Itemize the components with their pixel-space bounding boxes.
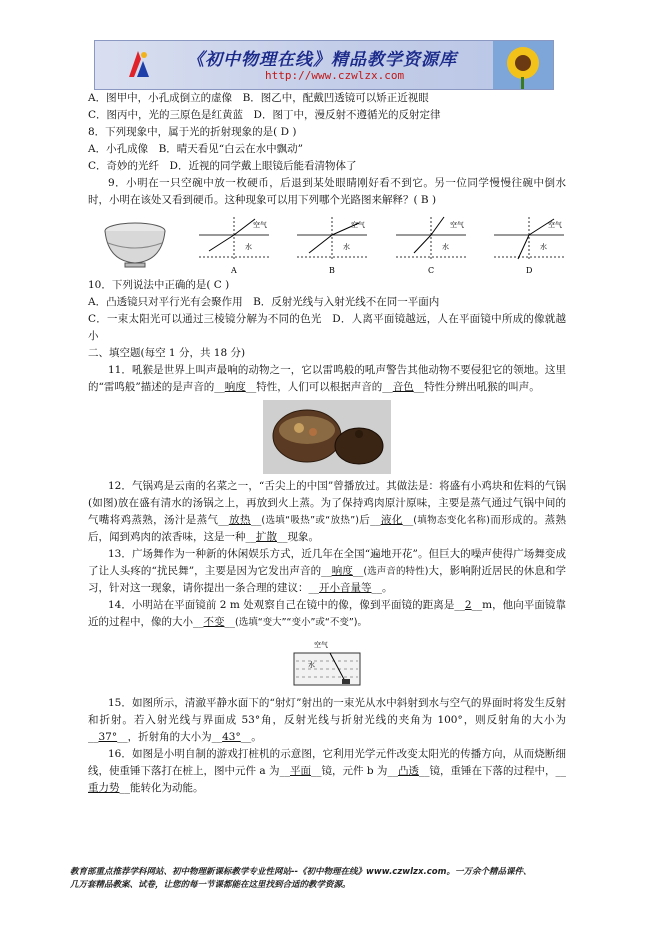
q16-text-e: 能转化为动能。	[130, 782, 204, 794]
footer-line-2: 几万套精品教案、试卷，让您的每一节课都能在这里找到合适的教学资源。	[70, 880, 351, 890]
q12-note-1: (选填“吸热”或“放热”)	[261, 515, 359, 526]
steam-pot-figure	[88, 400, 566, 474]
q14-answer-2: 不变	[203, 616, 225, 628]
q15-label-water: 水	[308, 661, 315, 669]
q16-answer-1: 平面	[290, 765, 312, 777]
label-water: 水	[244, 243, 252, 251]
option-label-b: B	[329, 266, 335, 275]
q14: 14．小明站在平面镜前 2 m 处观察自己在镜中的像，像到平面镜的距离是__2__m，他向平面镜靠近的过程中，像的大小__不变__(选填“变大”“变小”或“不变”)。	[88, 599, 566, 628]
q11-answer-2: 音色	[392, 381, 414, 393]
sunflower-icon	[493, 41, 553, 89]
q10-stem: 10．下列说法中正确的是( C )	[88, 279, 230, 291]
label-air: 空气	[351, 221, 365, 229]
q12-answer-2: 液化	[380, 514, 403, 526]
label-water: 水	[441, 243, 449, 251]
q13-text-a: 13．广场舞作为一种新的休闲娱乐方式，近几年在全国“遍地开花”。但巨大的噪声使得广场舞变成了让人头疼的“扰民舞”，主要是因为它发出声音的	[88, 548, 566, 577]
option-label-c: C	[427, 266, 434, 275]
light-path-diagram-b	[295, 213, 369, 275]
q14-text-c: m，他向平面镜靠近的过程中，像的大小	[88, 599, 566, 628]
q12-text-d: 而形成的。蒸熟后，闻到鸡肉的浓香味，这是一种	[88, 514, 567, 543]
label-water: 水	[343, 243, 350, 251]
q11: 11．吼猴是世界上叫声最响的动物之一，它以雷鸣般的吼声警告其他动物不要侵犯它的领地。这里的“雷鸣般”描述的是声音的__响度__特性，人们可以根据声音的__音色__特性分辨出吼猴的叫声。	[88, 364, 566, 393]
q15-answer-1: 37°	[98, 731, 118, 743]
option-label-d: D	[526, 266, 533, 275]
q12-note-2: (填物态变化名称)	[413, 515, 490, 526]
label-water: 水	[540, 243, 547, 251]
q8-options-cd: C．奇妙的光纤 D．近视的同学戴上眼镜后能看清物体了	[88, 160, 357, 172]
q10-options-ab: A．凸透镜只对平行光有会聚作用 B．反射光线与入射光线不在同一平面内	[88, 296, 440, 308]
document-body	[88, 90, 566, 797]
q12-text-e: 现象。	[287, 531, 319, 543]
q14-note: (选填“变大”“变小”或“不变”)。	[235, 617, 367, 628]
q16-text-a: 16．如图是小明自制的游戏打桩机的示意图，它利用光学元件改变太阳光的传播方向，从而烧断细线，使重锤下落打在桩上，图中元件 a 为	[88, 748, 566, 777]
q11-answer-1: 响度	[224, 381, 246, 393]
steam-pot-image	[263, 400, 391, 474]
q13-note-1: (选声音的特性)	[363, 566, 429, 577]
q13-answer-2: 开小音量等	[319, 582, 372, 594]
q13-text-d: 。	[382, 582, 393, 594]
q9-stem: 9．小明在一只空碗中放一枚硬币，后退到某处眼睛刚好看不到它。另一位同学慢慢往碗中倒水时，小明在该处又看到硬币。这种现象可以用下列哪个光路图来解释？( B )	[88, 177, 566, 206]
q8-stem: 8．下列现象中，属于光的折射现象的是( D )	[88, 126, 297, 138]
q15-text-d: 。	[251, 731, 262, 743]
q13-text-c: 大，影响附近居民的休息和学习，针对这一现象，请你提出一条合理的建议：	[88, 565, 566, 594]
label-air: 空气	[548, 221, 562, 229]
q16-answer-2: 凸透	[397, 765, 419, 777]
q15-text-c: ，折射角的大小为	[127, 731, 212, 743]
section-2-heading: 二、填空题(每空 1 分，共 18 分)	[88, 347, 246, 359]
q14-answer-1: 2	[464, 599, 472, 611]
q11-text-a: 11．吼猴是世界上叫声最响的动物之一，它以雷鸣般的吼声警告其他动物不要侵犯它的领地。这里的“雷鸣般”描述的是声音的	[88, 364, 566, 393]
q12-text-c: 后	[358, 514, 371, 526]
light-path-diagram-a	[197, 213, 271, 275]
q11-text-c: 特性，人们可以根据声音的	[256, 381, 383, 393]
banner-title: 《初中物理在线》精品教学资源库	[187, 50, 457, 70]
bowl-image	[98, 213, 172, 275]
q10-options-cd: C．一束太阳光可以通过三棱镜分解为不同的色光 D．人离平面镜越远，人在平面镜中所成的像就越小	[88, 313, 566, 342]
q16: 16．如图是小明自制的游戏打桩机的示意图，它利用光学元件改变太阳光的传播方向，从而烧断细线，使重锤下落打在桩上，图中元件 a 为__平面__镜，元件 b 为__凸透__镜，重锤在下落的过程中，__重力势__能转化为动能。	[88, 748, 567, 794]
q13-answer-1: 响度	[331, 565, 353, 577]
q7-options-ab: A．图甲中，小孔成倒立的虚像 B．图乙中，配戴凹透镜可以矫正近视眼	[88, 92, 429, 104]
q15-figure	[88, 635, 566, 691]
option-label-a: A	[230, 266, 237, 275]
underwater-light-diagram	[290, 635, 364, 691]
q12: 12．气锅鸡是云南的名菜之一，“舌尖上的中国”曾播放过。其做法是：将盛有小鸡块和佐料的气锅(如图)放在盛有清水的汤锅之上，再放到火上蒸。为了保持鸡肉原汁原味，主要是蒸气通过气锅中间的气嘴将鸡蒸熟，汤汁是蒸气__放热__(选填“吸热”或“放热”)后__液化__(填物态变化名称)而形成的。蒸熟后，闻到鸡肉的浓香味，这是一种__扩散__现象。	[88, 480, 567, 543]
q12-answer-3: 扩散	[256, 531, 277, 543]
q16-text-d: 镜，重锤在下落的过程中，	[429, 765, 556, 777]
q14-text-a: 14．小明站在平面镜前 2 m 处观察自己在镜中的像，像到平面镜的距离是	[107, 599, 455, 611]
q9-figures	[88, 213, 566, 275]
q15-label-air: 空气	[314, 641, 328, 649]
q12-text-a: 12．气锅鸡是云南的名菜之一，“舌尖上的中国”曾播放过。其做法是：将盛有小鸡块和佐料的气锅(如图)放在盛有清水的汤锅之上，再放到火上蒸。为了保持鸡肉原汁原味，主要是蒸气通过气锅中间的气嘴将鸡蒸熟，汤汁是蒸气	[88, 480, 566, 526]
label-air: 空气	[252, 221, 267, 229]
q7-options-cd: C．图丙中，光的三原色是红黄蓝 D．图丁中，漫反射不遵循光的反射定律	[88, 109, 441, 121]
q15: 15．如图所示，清澈平静水面下的“射灯”射出的一束光从水中斜射到水与空气的界面时将发生反射和折射。若入射光线与界面成 53°角，反射光线与折射光线的夹角为 100°，则反射角的大小为__37°__，折射角的大小为__43°__。	[88, 697, 566, 743]
q15-answer-2: 43°	[222, 731, 241, 743]
q8-options-ab: A．小孔成像 B．晴天看见“白云在水中飘动”	[88, 143, 304, 155]
q11-text-d: 特性分辨出吼猴的叫声。	[424, 381, 540, 393]
page-footer	[70, 866, 610, 892]
q12-answer-1: 放热	[228, 514, 251, 526]
q13: 13．广场舞作为一种新的休闲娱乐方式，近几年在全国“遍地开花”。但巨大的噪声使得广场舞变成了让人头疼的“扰民舞”，主要是因为它发出声音的__响度__(选声音的特性)大，影响附近居民的休息和学习，针对这一现象，请你提出一条合理的建议：__开小音量等__。	[88, 548, 566, 594]
site-logo-icon	[123, 47, 153, 83]
banner-url[interactable]: http://www.czwlzx.com	[265, 69, 405, 82]
q16-answer-3: 重力势	[88, 782, 120, 794]
light-path-diagram-d	[492, 213, 566, 275]
q15-text-a: 15．如图所示，清澈平静水面下的“射灯”射出的一束光从水中斜射到水与空气的界面时将发生反射和折射。若入射光线与界面成 53°角，反射光线与折射光线的夹角为 100°，则反射角的大小为	[88, 697, 566, 726]
footer-line-1: 教育部重点推荐学科网站、初中物理新课标教学专业性网站--《初中物理在线》www.czwlzx.com。一万余个精品课件、	[70, 867, 532, 877]
header-banner	[94, 40, 554, 90]
label-air: 空气	[449, 221, 464, 229]
light-path-diagram-c	[394, 213, 468, 275]
q16-text-c: 镜，元件 b 为	[321, 765, 388, 777]
